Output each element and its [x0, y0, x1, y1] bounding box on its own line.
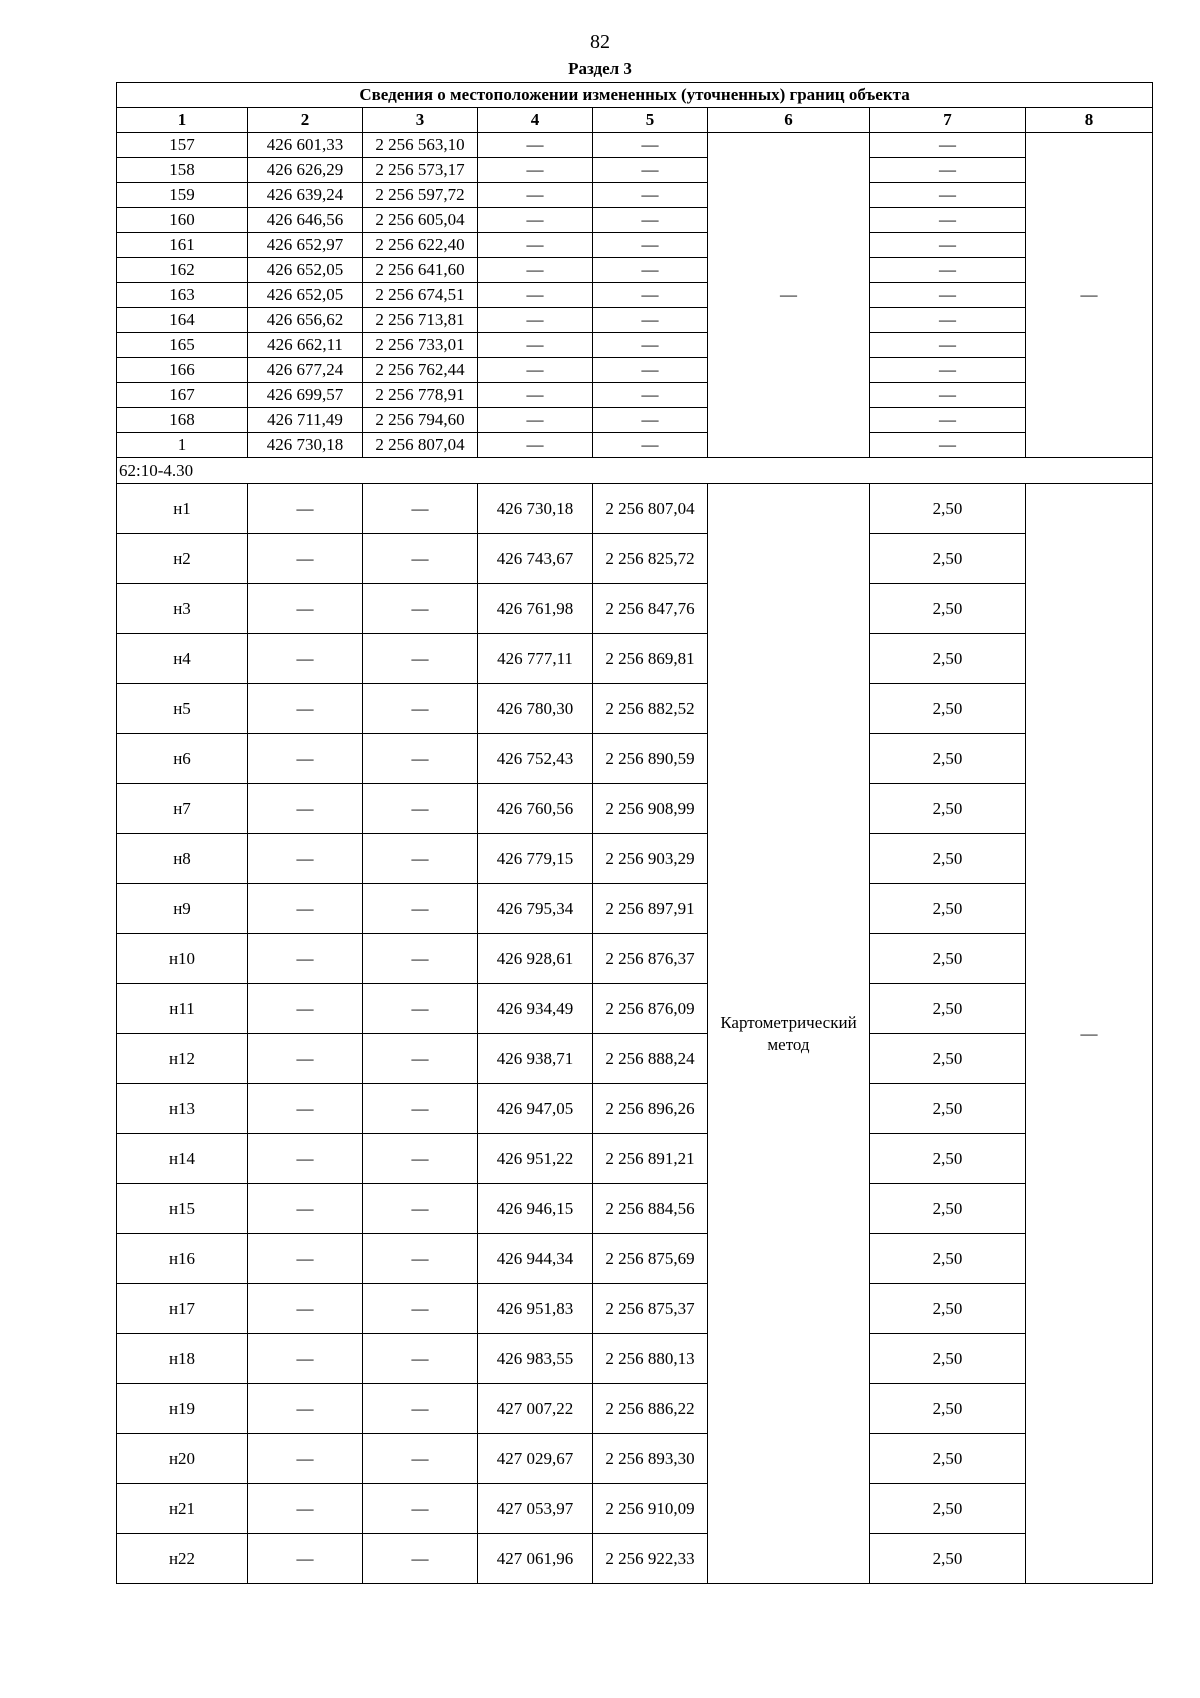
cell-x-new: 426 947,05	[478, 1084, 593, 1134]
cell-point: н10	[117, 934, 248, 984]
column-number: 4	[478, 108, 593, 133]
column-number: 3	[363, 108, 478, 133]
table-row	[117, 484, 1153, 534]
table-row	[117, 1484, 1153, 1534]
cell-precision: 2,50	[870, 1284, 1026, 1334]
cell-y-new: 2 256 869,81	[593, 634, 708, 684]
cell-x-old: —	[248, 1484, 363, 1534]
cell-y-old: —	[363, 1434, 478, 1484]
cell-x-new: 427 061,96	[478, 1534, 593, 1584]
cell-y-new: 2 256 876,37	[593, 934, 708, 984]
cell-precision: —	[870, 158, 1026, 183]
table-row	[117, 984, 1153, 1034]
cell-x-old: —	[248, 734, 363, 784]
cell-point: н4	[117, 634, 248, 684]
table-row	[117, 233, 1153, 258]
table-row	[117, 934, 1153, 984]
cell-precision: 2,50	[870, 1484, 1026, 1534]
cell-y-old: 2 256 563,10	[363, 133, 478, 158]
cell-precision: 2,50	[870, 1084, 1026, 1134]
cell-point: 164	[117, 308, 248, 333]
cell-precision: —	[870, 258, 1026, 283]
cell-precision: —	[870, 433, 1026, 458]
table-body	[117, 83, 1153, 1584]
cell-y-new: 2 256 897,91	[593, 884, 708, 934]
cell-precision: 2,50	[870, 1234, 1026, 1284]
table-row	[117, 333, 1153, 358]
table-row	[117, 884, 1153, 934]
column-number: 6	[708, 108, 870, 133]
cell-y-old: —	[363, 634, 478, 684]
cell-y-new: —	[593, 433, 708, 458]
section-title: Раздел 3	[568, 59, 632, 78]
cell-y-old: —	[363, 684, 478, 734]
cell-x-old: 426 730,18	[248, 433, 363, 458]
cell-y-old: 2 256 573,17	[363, 158, 478, 183]
cell-x-new: —	[478, 433, 593, 458]
cell-point: н21	[117, 1484, 248, 1534]
cell-x-old: 426 601,33	[248, 133, 363, 158]
cell-x-old: —	[248, 1534, 363, 1584]
cell-point: н20	[117, 1434, 248, 1484]
cell-y-new: 2 256 893,30	[593, 1434, 708, 1484]
cell-x-old: —	[248, 1134, 363, 1184]
cell-precision: —	[870, 408, 1026, 433]
cell-x-new: 426 983,55	[478, 1334, 593, 1384]
method-cell: —	[708, 133, 870, 458]
cell-x-new: 427 029,67	[478, 1434, 593, 1484]
cell-x-new: 426 938,71	[478, 1034, 593, 1084]
cell-x-old: —	[248, 1034, 363, 1084]
table-row	[117, 133, 1153, 158]
cell-precision: 2,50	[870, 834, 1026, 884]
cell-precision: 2,50	[870, 1334, 1026, 1384]
table-row	[117, 734, 1153, 784]
table-row	[117, 308, 1153, 333]
cell-y-new: 2 256 884,56	[593, 1184, 708, 1234]
cell-x-new: —	[478, 333, 593, 358]
cell-y-old: 2 256 794,60	[363, 408, 478, 433]
cell-y-old: —	[363, 1384, 478, 1434]
table-row	[117, 208, 1153, 233]
cell-y-old: —	[363, 484, 478, 534]
table-row	[117, 1534, 1153, 1584]
table-row	[117, 158, 1153, 183]
cell-x-old: —	[248, 484, 363, 534]
cell-y-new: 2 256 890,59	[593, 734, 708, 784]
table-row	[117, 433, 1153, 458]
cell-precision: 2,50	[870, 1384, 1026, 1434]
cell-x-old: —	[248, 684, 363, 734]
cell-y-old: —	[363, 1134, 478, 1184]
cell-y-old: —	[363, 1084, 478, 1134]
table-row	[117, 784, 1153, 834]
cell-point: н12	[117, 1034, 248, 1084]
cell-y-old: —	[363, 1484, 478, 1534]
cell-point: 157	[117, 133, 248, 158]
table-row	[117, 1034, 1153, 1084]
cell-point: н15	[117, 1184, 248, 1234]
cell-precision: 2,50	[870, 734, 1026, 784]
cell-precision: —	[870, 358, 1026, 383]
cell-x-new: 426 934,49	[478, 984, 593, 1034]
cell-y-new: —	[593, 383, 708, 408]
cell-y-new: —	[593, 258, 708, 283]
cell-x-new: 426 951,22	[478, 1134, 593, 1184]
cell-x-old: 426 646,56	[248, 208, 363, 233]
cell-x-old: 426 711,49	[248, 408, 363, 433]
cell-x-new: —	[478, 408, 593, 433]
method-cell: Картометрический метод	[708, 484, 870, 1584]
cell-x-new: 426 944,34	[478, 1234, 593, 1284]
cell-x-new: —	[478, 258, 593, 283]
cell-x-new: 427 053,97	[478, 1484, 593, 1534]
cell-x-new: 426 779,15	[478, 834, 593, 884]
cell-precision: 2,50	[870, 534, 1026, 584]
boundary-table	[116, 82, 1153, 1584]
cell-y-new: 2 256 880,13	[593, 1334, 708, 1384]
cell-x-new: —	[478, 283, 593, 308]
cell-x-new: 426 730,18	[478, 484, 593, 534]
cell-x-old: 426 656,62	[248, 308, 363, 333]
cell-x-old: —	[248, 584, 363, 634]
column-number: 8	[1026, 108, 1153, 133]
cell-point: н17	[117, 1284, 248, 1334]
cell-y-old: —	[363, 784, 478, 834]
cell-x-new: 426 795,34	[478, 884, 593, 934]
cell-x-old: 426 639,24	[248, 183, 363, 208]
cell-y-old: —	[363, 884, 478, 934]
cell-y-new: 2 256 825,72	[593, 534, 708, 584]
cell-precision: 2,50	[870, 634, 1026, 684]
cell-y-new: 2 256 922,33	[593, 1534, 708, 1584]
cell-y-old: —	[363, 984, 478, 1034]
cell-x-new: 426 743,67	[478, 534, 593, 584]
table-row	[117, 584, 1153, 634]
cell-precision: 2,50	[870, 684, 1026, 734]
cell-precision: —	[870, 283, 1026, 308]
cell-x-new: —	[478, 358, 593, 383]
cell-x-old: 426 662,11	[248, 333, 363, 358]
cell-point: н19	[117, 1384, 248, 1434]
cell-y-new: —	[593, 208, 708, 233]
cell-y-old: —	[363, 1534, 478, 1584]
cell-y-new: 2 256 903,29	[593, 834, 708, 884]
cell-point: н1	[117, 484, 248, 534]
cell-y-old: —	[363, 834, 478, 884]
cell-precision: —	[870, 133, 1026, 158]
cell-precision: —	[870, 333, 1026, 358]
cell-point: 158	[117, 158, 248, 183]
cell-y-new: 2 256 896,26	[593, 1084, 708, 1134]
cell-x-old: 426 652,05	[248, 283, 363, 308]
cell-point: 163	[117, 283, 248, 308]
cell-precision: —	[870, 233, 1026, 258]
cell-y-old: 2 256 762,44	[363, 358, 478, 383]
cell-x-new: 426 780,30	[478, 684, 593, 734]
cell-y-old: —	[363, 1334, 478, 1384]
cell-x-old: —	[248, 884, 363, 934]
cell-point: 165	[117, 333, 248, 358]
table-row	[117, 383, 1153, 408]
cell-y-old: 2 256 597,72	[363, 183, 478, 208]
cell-point: н7	[117, 784, 248, 834]
cell-x-new: —	[478, 233, 593, 258]
cell-precision: —	[870, 208, 1026, 233]
cell-x-new: —	[478, 133, 593, 158]
cell-precision: 2,50	[870, 1434, 1026, 1484]
cell-point: н11	[117, 984, 248, 1034]
cell-point: н3	[117, 584, 248, 634]
cell-y-old: 2 256 733,01	[363, 333, 478, 358]
cell-y-old: —	[363, 534, 478, 584]
cell-x-old: 426 677,24	[248, 358, 363, 383]
cell-x-new: 426 946,15	[478, 1184, 593, 1234]
cell-point: 160	[117, 208, 248, 233]
cell-x-old: —	[248, 1084, 363, 1134]
cell-x-old: —	[248, 984, 363, 1034]
cell-x-old: —	[248, 834, 363, 884]
cell-y-new: 2 256 847,76	[593, 584, 708, 634]
cell-x-new: —	[478, 158, 593, 183]
cell-precision: —	[870, 383, 1026, 408]
cell-y-new: 2 256 886,22	[593, 1384, 708, 1434]
cell-x-new: 426 761,98	[478, 584, 593, 634]
cell-y-new: 2 256 891,21	[593, 1134, 708, 1184]
cell-point: н6	[117, 734, 248, 784]
cell-x-new: 427 007,22	[478, 1384, 593, 1434]
cell-x-new: —	[478, 383, 593, 408]
table-row	[117, 1334, 1153, 1384]
cell-y-old: 2 256 605,04	[363, 208, 478, 233]
column-number: 7	[870, 108, 1026, 133]
cell-precision: 2,50	[870, 584, 1026, 634]
cell-point: 168	[117, 408, 248, 433]
cell-y-old: 2 256 674,51	[363, 283, 478, 308]
cell-y-new: 2 256 888,24	[593, 1034, 708, 1084]
cell-x-old: —	[248, 534, 363, 584]
table-row	[117, 1284, 1153, 1334]
cell-point: н8	[117, 834, 248, 884]
cell-y-new: —	[593, 408, 708, 433]
cell-y-new: 2 256 876,09	[593, 984, 708, 1034]
cell-y-old: —	[363, 1284, 478, 1334]
cell-precision: 2,50	[870, 1134, 1026, 1184]
cell-y-new: —	[593, 333, 708, 358]
table-row	[117, 358, 1153, 383]
cell-y-old: —	[363, 1184, 478, 1234]
description-cell: —	[1026, 484, 1153, 1584]
cell-y-old: —	[363, 584, 478, 634]
cell-point: н14	[117, 1134, 248, 1184]
cell-x-old: —	[248, 1334, 363, 1384]
table-row	[117, 834, 1153, 884]
cell-y-new: 2 256 807,04	[593, 484, 708, 534]
cell-precision: 2,50	[870, 1534, 1026, 1584]
cell-x-old: —	[248, 1284, 363, 1334]
table-row	[117, 1184, 1153, 1234]
cell-y-old: —	[363, 1034, 478, 1084]
cell-y-new: —	[593, 308, 708, 333]
parcel-label: 62:10-4.30	[117, 458, 1153, 484]
cell-precision: 2,50	[870, 884, 1026, 934]
cell-x-old: 426 652,97	[248, 233, 363, 258]
cell-point: н22	[117, 1534, 248, 1584]
cell-x-old: —	[248, 784, 363, 834]
cell-x-old: —	[248, 934, 363, 984]
table-caption-row	[117, 83, 1153, 108]
cell-y-old: 2 256 778,91	[363, 383, 478, 408]
cell-y-old: 2 256 807,04	[363, 433, 478, 458]
table-row	[117, 1134, 1153, 1184]
table-row	[117, 1384, 1153, 1434]
cell-point: 162	[117, 258, 248, 283]
cell-precision: 2,50	[870, 784, 1026, 834]
cell-point: н16	[117, 1234, 248, 1284]
table-row	[117, 684, 1153, 734]
cell-precision: 2,50	[870, 984, 1026, 1034]
cell-precision: —	[870, 183, 1026, 208]
cell-x-old: —	[248, 1184, 363, 1234]
cell-x-new: 426 928,61	[478, 934, 593, 984]
table-row	[117, 634, 1153, 684]
cell-x-old: 426 652,05	[248, 258, 363, 283]
cell-point: 1	[117, 433, 248, 458]
cell-y-new: —	[593, 283, 708, 308]
column-number: 1	[117, 108, 248, 133]
cell-y-old: —	[363, 1234, 478, 1284]
cell-y-new: 2 256 875,69	[593, 1234, 708, 1284]
cell-x-new: 426 951,83	[478, 1284, 593, 1334]
cell-y-new: 2 256 875,37	[593, 1284, 708, 1334]
table-row	[117, 1084, 1153, 1134]
cell-point: 161	[117, 233, 248, 258]
cell-point: н5	[117, 684, 248, 734]
table-row	[117, 1434, 1153, 1484]
cell-point: 167	[117, 383, 248, 408]
cell-y-old: —	[363, 934, 478, 984]
cell-x-old: 426 626,29	[248, 158, 363, 183]
cell-y-old: 2 256 622,40	[363, 233, 478, 258]
cell-precision: 2,50	[870, 934, 1026, 984]
cell-precision: 2,50	[870, 484, 1026, 534]
cell-point: н18	[117, 1334, 248, 1384]
cell-y-new: —	[593, 183, 708, 208]
table-row	[117, 183, 1153, 208]
cell-point: н13	[117, 1084, 248, 1134]
cell-x-new: —	[478, 208, 593, 233]
table-caption: Сведения о местоположении измененных (уточненных) границ объекта	[117, 83, 1153, 108]
cell-y-new: 2 256 910,09	[593, 1484, 708, 1534]
cell-x-new: 426 777,11	[478, 634, 593, 684]
cell-y-new: —	[593, 158, 708, 183]
cell-y-old: 2 256 641,60	[363, 258, 478, 283]
cell-precision: 2,50	[870, 1034, 1026, 1084]
cell-x-old: 426 699,57	[248, 383, 363, 408]
description-cell: —	[1026, 133, 1153, 458]
column-number: 2	[248, 108, 363, 133]
cell-point: н2	[117, 534, 248, 584]
column-number-row	[117, 108, 1153, 133]
table-row	[117, 283, 1153, 308]
table-row	[117, 408, 1153, 433]
cell-y-new: 2 256 882,52	[593, 684, 708, 734]
table-row	[117, 534, 1153, 584]
table-row	[117, 258, 1153, 283]
cell-y-new: —	[593, 358, 708, 383]
cell-x-old: —	[248, 1234, 363, 1284]
cell-y-new: 2 256 908,99	[593, 784, 708, 834]
cell-x-new: —	[478, 308, 593, 333]
cell-x-old: —	[248, 1384, 363, 1434]
cell-point: н9	[117, 884, 248, 934]
cell-x-new: 426 752,43	[478, 734, 593, 784]
column-number: 5	[593, 108, 708, 133]
page-number: 82	[590, 31, 610, 53]
cell-x-new: —	[478, 183, 593, 208]
cell-y-old: 2 256 713,81	[363, 308, 478, 333]
cell-x-old: —	[248, 1434, 363, 1484]
table-row	[117, 1234, 1153, 1284]
cell-x-new: 426 760,56	[478, 784, 593, 834]
cell-y-old: —	[363, 734, 478, 784]
cell-point: 166	[117, 358, 248, 383]
parcel-label-row	[117, 458, 1153, 484]
cell-y-new: —	[593, 233, 708, 258]
cell-x-old: —	[248, 634, 363, 684]
cell-y-new: —	[593, 133, 708, 158]
cell-precision: —	[870, 308, 1026, 333]
cell-precision: 2,50	[870, 1184, 1026, 1234]
cell-point: 159	[117, 183, 248, 208]
